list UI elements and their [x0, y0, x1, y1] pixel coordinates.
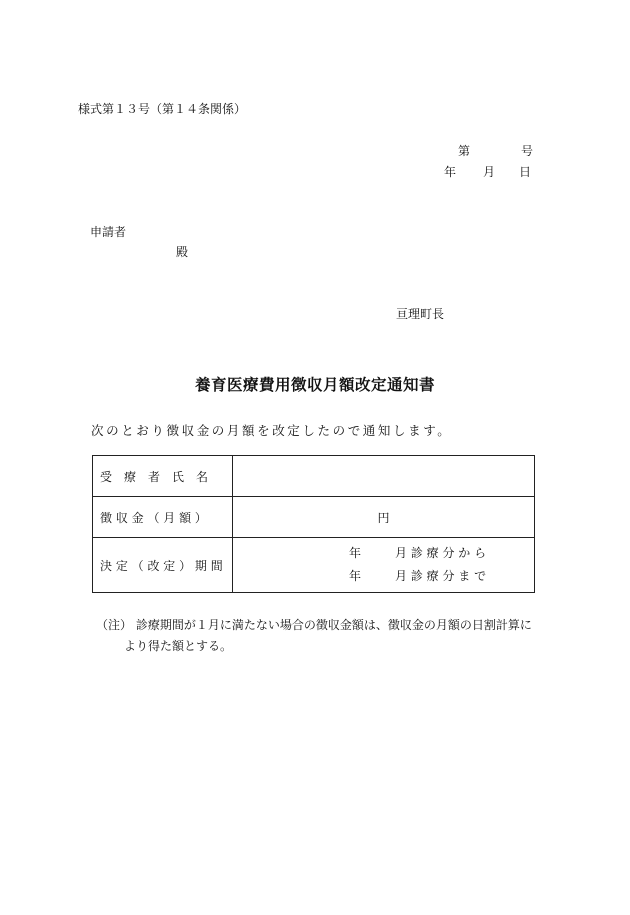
period-label: 決 定 （ 改 定 ） 期 間 — [100, 558, 223, 573]
period-to-text: 月 診 療 分 ま で — [395, 569, 487, 583]
table-row-label — [93, 497, 233, 538]
monthly-amount-field — [233, 497, 535, 538]
date-day-label: 日 — [519, 165, 532, 179]
document-number-suffix: 号 — [521, 144, 534, 158]
period-from-text: 月 診 療 分 か ら — [395, 546, 487, 560]
form-number: 様式第１３号（第１４条関係） — [78, 102, 247, 116]
period-field — [233, 538, 535, 593]
table-row — [93, 538, 535, 593]
note-line-1: （注） 診療期間が１月に満たない場合の徴収金額は、徴収金の月額の日割計算に — [96, 618, 532, 632]
recipient-name-label: 受 療 者 氏 名 — [100, 469, 209, 484]
intro-text: 次のとおり徴収金の月額を改定したので通知します。 — [91, 423, 453, 438]
applicant-label: 申請者 — [90, 225, 127, 239]
period-from — [233, 542, 534, 565]
monthly-amount-label: 徴 収 金 （ 月 額 ） — [100, 510, 207, 525]
table-row — [93, 497, 535, 538]
addressee-honorific: 殿 — [176, 245, 189, 259]
info-table — [92, 455, 535, 593]
issuer-name: 亘理町長 — [396, 307, 445, 321]
date-year-label: 年 — [444, 165, 457, 179]
document-title: 養育医療費用徴収月額改定通知書 — [194, 375, 435, 394]
period-to — [233, 565, 534, 588]
document-number-prefix: 第 — [458, 144, 471, 158]
period-from-year: 年 — [349, 546, 362, 560]
yen-unit: 円 — [377, 510, 390, 525]
table-row-label — [93, 538, 233, 593]
recipient-name-field — [233, 456, 535, 497]
date-month-label: 月 — [483, 165, 496, 179]
table-row-label — [93, 456, 233, 497]
table-row — [93, 456, 535, 497]
period-to-year: 年 — [349, 569, 362, 583]
note-line-2: より得た額とする。 — [124, 639, 233, 653]
